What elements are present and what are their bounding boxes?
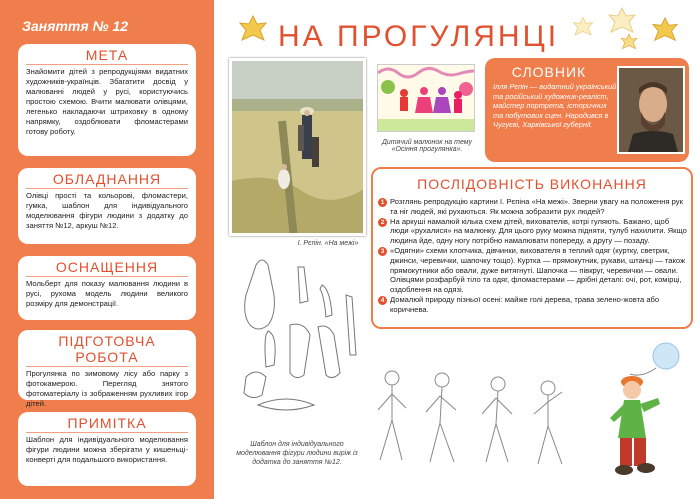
- template-caption: Шаблон для індивідуального моделювання фігури людини виріж із додатка до заняття №12.: [236, 441, 358, 466]
- stick-figures-sketch: [372, 368, 602, 478]
- step-text: «Одягни» схеми хлопчика, дівчинки, вихователя в теплий одяг (куртку, светрик, джинси, черевички, шапочку тощо). Куртка — прямокутник, рукави, штанці — також прямокутники або овали, дуже витягнуті. Шапочка — півкруг, черевички — овали. Олівцями розфарбуй тіло та одяг, фломастерами — дрібні деталі: очі, рот, комірці, оздоблення на одязі.: [390, 245, 686, 295]
- sequence-heading: ПОСЛІДОВНІСТЬ ВИКОНАННЯ: [417, 176, 647, 192]
- autumn-leaf-icon: [620, 33, 638, 51]
- equipment-text: Олівці прості та кольорові, фломастери, гумка, шаблон для індивідуального моделювання фігури людини з додатку до заняття №12, аркуш №12.: [26, 191, 188, 230]
- autumn-leaf-icon: [607, 6, 637, 36]
- step-number: 2: [378, 218, 387, 227]
- kids-drawing: [377, 64, 475, 132]
- painting-caption: І. Рєпін. «На межі»: [297, 240, 359, 247]
- prep-card: [18, 330, 196, 408]
- dictionary-text: Ілля Рєпін — видатний український та російський художник-реаліст, майстер портрета, історичних та побутових сцен. Народився в Чугуєві, Харківської губернії.: [493, 82, 617, 130]
- goal-heading: МЕТА: [26, 47, 188, 65]
- goal-text: Знайомити дітей з репродукціями видатних художників-українців. Збагатити досвід у малюванні людей у русі, користуючись простою схемою. Вчити малювати олівцями, легенько накладаючи штриховку в одному напрямку, оздоблювати фломастерами готову роботу.: [26, 67, 188, 136]
- step-text: Домалюй природу пізньої осені: майже голі дерева, трава зелено-жовта або коричнева.: [390, 294, 660, 314]
- equipment-card: [18, 168, 196, 244]
- goal-card: [18, 44, 196, 156]
- autumn-leaf-icon: [238, 14, 268, 44]
- repin-painting: [229, 58, 366, 236]
- step-item: [378, 295, 688, 315]
- boy-illustration: [606, 338, 698, 488]
- autumn-leaf-icon: [572, 16, 594, 38]
- page-title: НА ПРОГУЛЯНЦІ: [278, 20, 560, 53]
- note-card: [18, 412, 196, 486]
- materials-card: [18, 256, 196, 320]
- step-item: [378, 246, 688, 295]
- prep-heading: ПІДГОТОВЧА РОБОТА: [26, 333, 188, 367]
- note-heading: ПРИМІТКА: [26, 415, 188, 433]
- sequence-box: [371, 167, 693, 329]
- prep-text: Прогулянка по зимовому лісу або парку з фотокамерою. Перегляд знятого фотоматеріалу із зображенням рухливих ігор дітей.: [26, 369, 188, 408]
- materials-heading: ОСНАЩЕННЯ: [26, 259, 188, 277]
- steps-list: [378, 197, 688, 315]
- step-number: 1: [378, 198, 387, 207]
- step-number: 4: [378, 296, 387, 305]
- step-item: [378, 197, 688, 217]
- figure-template-outlines: [228, 255, 368, 420]
- autumn-leaf-icon: [651, 16, 679, 44]
- step-item: [378, 217, 688, 246]
- repin-portrait: [617, 66, 685, 154]
- note-text: Шаблон для індивідуального моделювання фігури людини можна зберігати у кишеньці-конверті для подальшого використання.: [26, 435, 188, 464]
- kids-drawing-caption: Дитячий малюнок на тему «Осіння прогулянка».: [381, 139, 473, 153]
- step-number: 3: [378, 247, 387, 256]
- step-text: Розглянь репродукцію картини І. Рєпіна «На межі». Зверни увагу на положення рук та ніг людей, які рухаються. Як можна зобразити рух людей?: [390, 197, 683, 216]
- lesson-label: Заняття № 12: [22, 18, 129, 34]
- step-text: На аркуші намалюй кілька схем дітей, вихователів, котрі гуляють. Бажано, щоб люди «рухалися» на малюнку. Для цього руку можна підняти, тулуб нахилити. Якщо людина йде, одну ногу потрібно намалювати попереду, а другу — позаду.: [390, 216, 687, 246]
- equipment-heading: ОБЛАДНАННЯ: [26, 171, 188, 189]
- dictionary-heading: СЛОВНИК: [511, 64, 587, 80]
- materials-text: Мольберт для показу малювання людини в русі, рухома модель людини великого розміру для демонстрації.: [26, 279, 188, 308]
